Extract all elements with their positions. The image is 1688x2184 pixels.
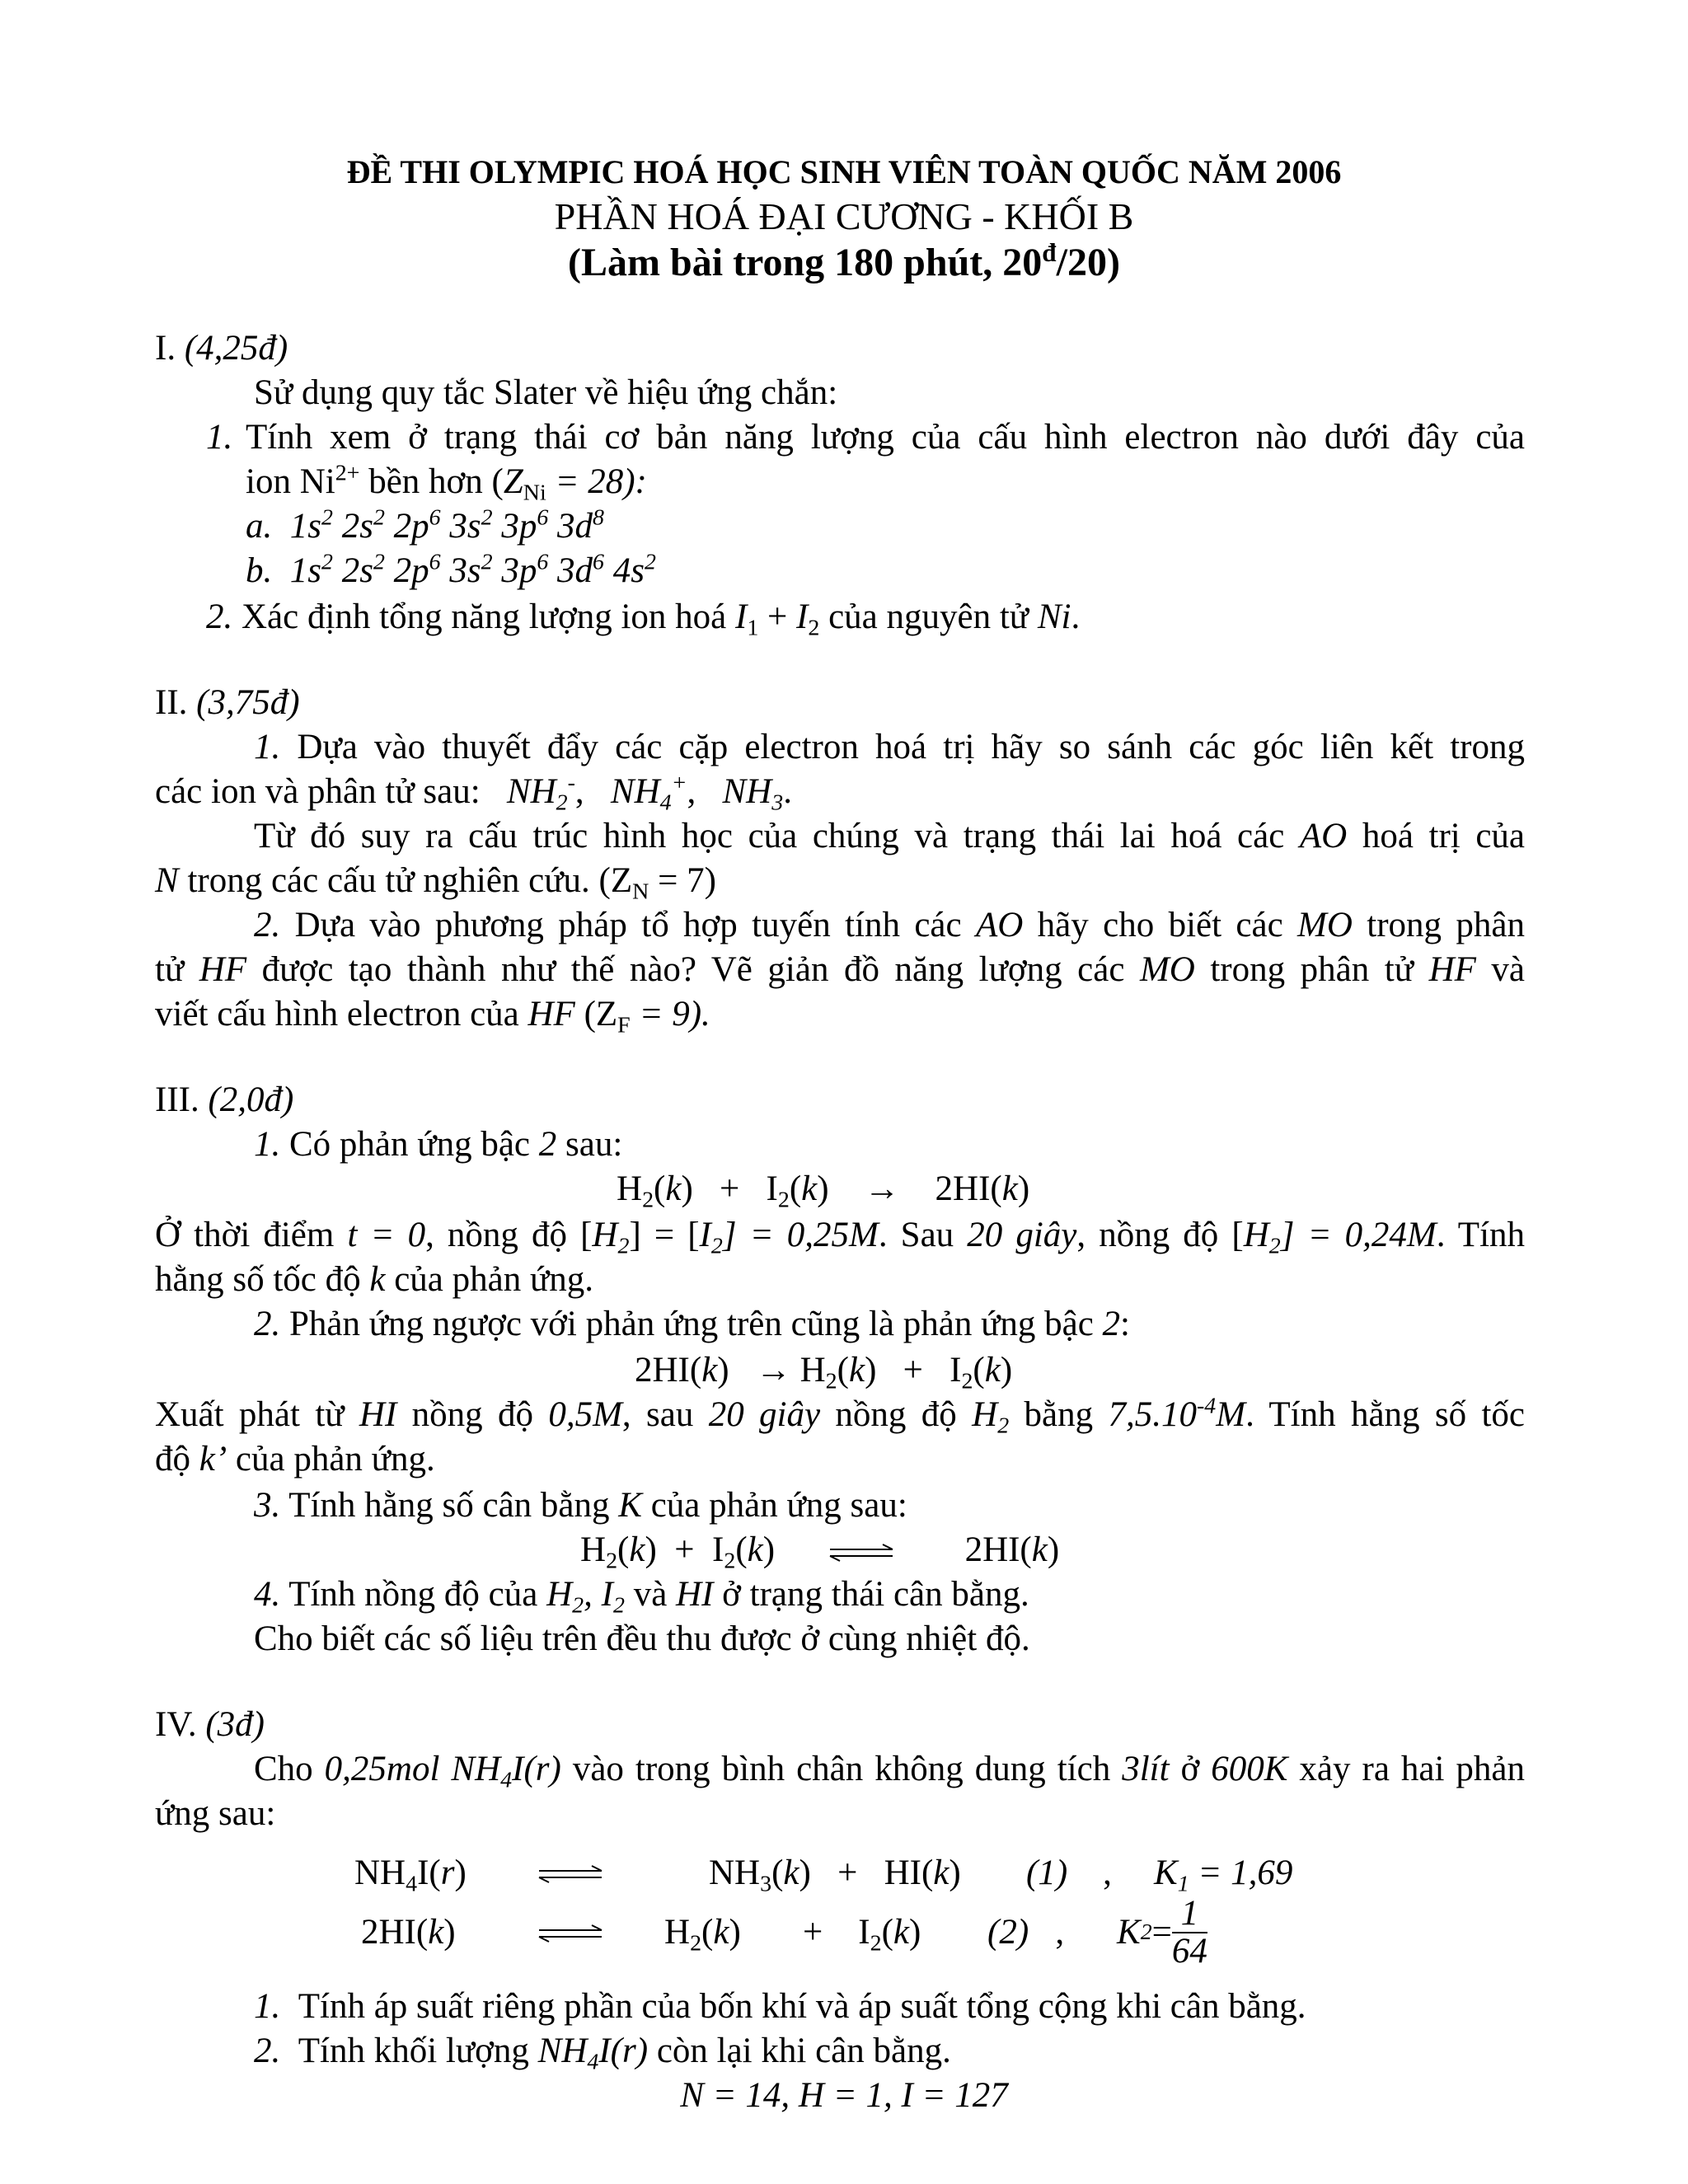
exam-subtitle: PHẦN HOÁ ĐẠI CƯƠNG - KHỐI B — [554, 195, 1134, 237]
section-4-line1: Cho 0,25mol $NH_4I(r)$ vào trong bình chân không dung tích 3lít ở 600K xảy ra hai phản — [254, 1750, 1525, 1793]
section-4-heading: IV. (3đ) — [155, 1705, 265, 1744]
section-1-q2: 2. Xác định tổng năng lượng ion hoá $I_1 + I_2$ của nguyên tử Ni. — [206, 598, 1081, 641]
reaction-reverse: $2HI(k) \to H_2(k) + I_2(k)$ — [635, 1351, 1013, 1394]
section-3-q3: 3. Tính hằng số cân bằng K của phản ứng sau: — [254, 1486, 907, 1525]
section-1-intro: Sử dụng quy tắc Slater về hiệu ứng chắn: — [254, 373, 838, 412]
reaction-1-right: $NH_3(k) + HI(k)$ — [709, 1854, 961, 1897]
section-3-q1-line1: Ở thời điểm t = 0, nồng độ $[H_2] = [I_2] = 0,25M$. Sau 20 giây, nồng độ $[H_2] = 0,24M$. Tính — [155, 1216, 1526, 1259]
section-2-p2-line1: Từ đó suy ra cấu trúc hình học của chúng và trạng thái lai hoá các AO hoá trị của — [254, 817, 1525, 855]
section-3-q1-line2: hằng số tốc độ k của phản ứng. — [155, 1260, 594, 1299]
section-3-q2: 2. Phản ứng ngược với phản ứng trên cũng là phản ứng bậc 2: — [254, 1305, 1130, 1343]
section-3-q4: 4. Tính nồng độ của $H_2$, $I_2$ và HI ở trạng thái cân bằng. — [254, 1575, 1029, 1619]
atomic-masses: N = 14, H = 1, I = 127 — [680, 2076, 1008, 2115]
section-2-p3-line2: tử HF được tạo thành như thế nào? Vẽ giản đồ năng lượng các MO trong phân tử HF và — [155, 950, 1526, 989]
fraction: $\frac{1}{64}$ — [1171, 1894, 1207, 1971]
exam-title: ĐỀ THI OLYMPIC HOÁ HỌC SINH VIÊN TOÀN QUỐC NĂM 2006 — [346, 153, 1342, 190]
section-4-q1: 1. Tính áp suất riêng phần của bốn khí và áp suất tổng cộng khi cân bằng. — [254, 1987, 1306, 2026]
section-1-q1-line1: Tính xem ở trạng thái cơ bản năng lượng của cấu hình electron nào dưới đây của — [246, 418, 1525, 457]
section-1-heading: I. (4,25đ) — [155, 329, 288, 368]
section-3-note: Cho biết các số liệu trên đều thu được ở cùng nhiệt độ. — [254, 1619, 1030, 1658]
section-4-q2: 2. Tính khối lượng $NH_4I(r)$ còn lại khi cân bằng. — [254, 2032, 951, 2075]
equilibrium-arrow-icon — [537, 1864, 603, 1884]
section-2-p1-line1: 1. Dựa vào thuyết đẩy các cặp electron hoá trị hãy so sánh các góc liên kết trong — [254, 728, 1525, 766]
section-1-q1-line2: ion $Ni^{2+}$ bền hơn $(Z_{Ni} = 28)$: — [246, 460, 647, 506]
reaction-1-number: (1) , — [1026, 1854, 1112, 1892]
section-2-p1-line2: các ion và phân tử sau: $NH_2^-$, $NH_4^+$, $NH_3$. — [155, 770, 792, 816]
reaction-2-constant: K 2 = $\frac{1}{64}$ — [1117, 1894, 1207, 1971]
section-2-p3-line3: viết cấu hình electron của HF $(Z_F = 9)$. — [155, 995, 710, 1038]
section-2-p3-line1: 2. Dựa vào phương pháp tổ hợp tuyến tính các AO hãy cho biết các MO trong phân — [254, 906, 1526, 944]
reaction-forward: $H_2(k) + I_2(k)$ → 2HI(k) — [617, 1169, 1030, 1213]
section-3-q2-line1: Xuất phát từ HI nồng độ 0,5M, sau 20 giây nồng độ $H_2$ bằng $7,5.10^{-4}M$. Tính hằng số tốc — [155, 1393, 1525, 1439]
section-1-option-a: a. $1s^2$ $2s^2$ $2p^6$ $3s^2$ $3p^6$ $3d^8$ — [246, 504, 605, 546]
reaction-1-left: $NH_4I(r)$ — [354, 1854, 467, 1897]
section-3-heading: III. (2,0đ) — [155, 1080, 294, 1119]
section-4-line2: ứng sau: — [155, 1794, 276, 1833]
equilibrium-arrow-icon — [828, 1543, 894, 1563]
section-2-p2-line2: N trong các cấu tử nghiên cứu. $(Z_N = 7)$ — [155, 861, 716, 905]
section-1-q1-number: 1. — [206, 418, 233, 457]
section-1-option-b: b. $1s^2$ $2s^2$ $2p^6$ $3s^2$ $3p^6$ $3d^6$ $4s^2$ — [246, 549, 656, 590]
exam-duration: (Làm bài trong 180 phút, $20^đ/20$) — [568, 237, 1120, 284]
section-2-heading: II. (3,75đ) — [155, 683, 300, 722]
reaction-2-right: $H_2(k)$ + $I_2(k)$ — [664, 1913, 921, 1957]
section-3-q2-line2: độ k’ của phản ứng. — [155, 1440, 435, 1479]
reaction-2-left: 2HI(k) — [361, 1913, 456, 1952]
reaction-1-constant: $K_1 = 1,69$ — [1154, 1854, 1293, 1897]
section-3-q1: 1. Có phản ứng bậc 2 sau: — [254, 1125, 623, 1164]
reaction-2-number: (2) , — [987, 1913, 1065, 1952]
equilibrium-arrow-icon — [537, 1924, 603, 1943]
reaction-equilibrium: $H_2(k) + I_2(k)$ 2HI(k) — [580, 1530, 1060, 1574]
